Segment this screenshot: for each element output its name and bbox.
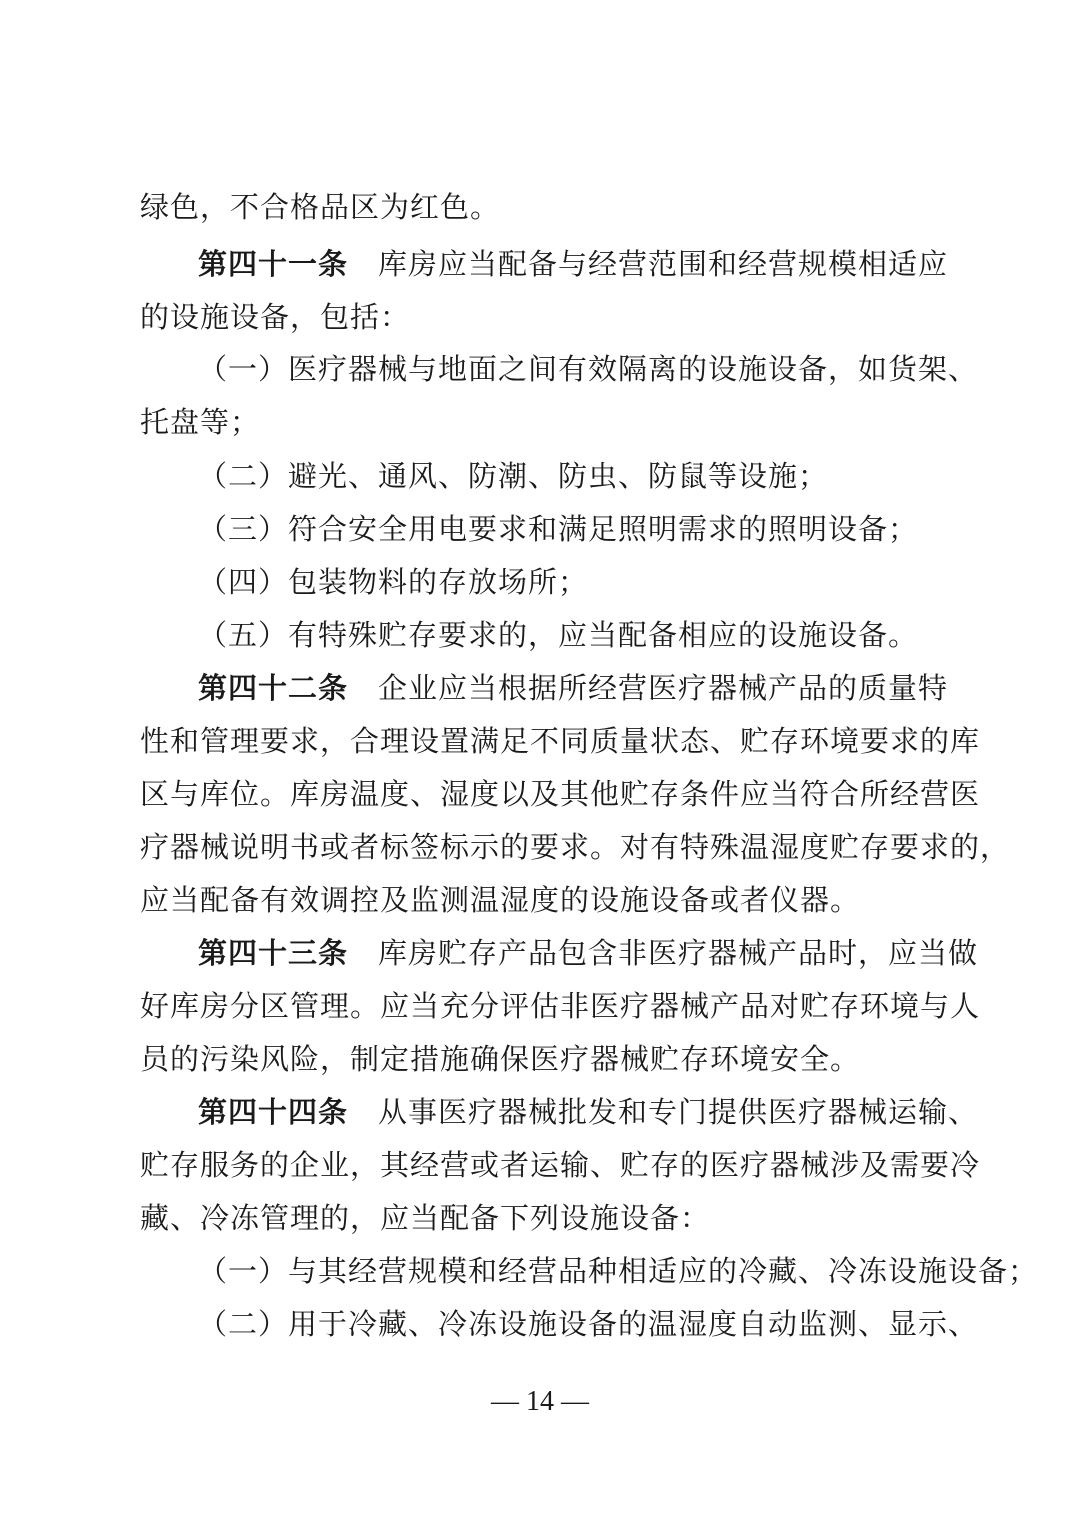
list-item: （五）有特殊贮存要求的，应当配备相应的设施设备。 <box>198 618 919 652</box>
list-item: （四）包装物料的存放场所； <box>198 565 589 599</box>
list-item: （二）用于冷藏、冷冻设施设备的温湿度自动监测、显示、 <box>198 1307 979 1341</box>
article-42-line <box>198 668 949 708</box>
list-item: （二）避光、通风、防潮、防虫、防鼠等设施； <box>198 459 829 493</box>
article-41-line <box>198 244 949 284</box>
article-44-title: 第四十四条 <box>198 1095 349 1129</box>
text-line: 区与库位。库房温度、湿度以及其他贮存条件应当符合所经营医 <box>140 777 981 811</box>
article-44-text: 从事医疗器械批发和专门提供医疗器械运输、 <box>378 1095 979 1129</box>
text-line: 疗器械说明书或者标签标示的要求。对有特殊温湿度贮存要求的， <box>140 830 1011 864</box>
article-43-text: 库房贮存产品包含非医疗器械产品时，应当做 <box>378 936 979 970</box>
text-line: 应当配备有效调控及监测温湿度的设施设备或者仪器。 <box>140 883 861 917</box>
article-42-title: 第四十二条 <box>198 671 349 705</box>
text-line: 贮存服务的企业，其经营或者运输、贮存的医疗器械涉及需要冷 <box>140 1148 981 1182</box>
text-line: 好库房分区管理。应当充分评估非医疗器械产品对贮存环境与人 <box>140 989 981 1023</box>
article-42-text: 企业应当根据所经营医疗器械产品的质量特 <box>378 671 949 705</box>
article-44-line <box>198 1092 979 1132</box>
text-line: 的设施设备，包括： <box>140 300 411 334</box>
list-item: （三）符合安全用电要求和满足照明需求的照明设备； <box>198 512 919 546</box>
article-41-text: 库房应当配备与经营范围和经营规模相适应 <box>378 247 949 281</box>
page-number: — 14 — <box>491 1386 589 1417</box>
text-line: 绿色，不合格品区为红色。 <box>140 190 501 224</box>
text-line: 员的污染风险，制定措施确保医疗器械贮存环境安全。 <box>140 1042 861 1076</box>
text-line: 托盘等； <box>140 405 261 439</box>
text-line: 藏、冷冻管理的，应当配备下列设施设备： <box>140 1201 711 1235</box>
text-line: 性和管理要求，合理设置满足不同质量状态、贮存环境要求的库 <box>140 724 981 758</box>
article-43-line <box>198 933 979 973</box>
list-item: （一）与其经营规模和经营品种相适应的冷藏、冷冻设施设备； <box>198 1254 1039 1288</box>
list-item: （一）医疗器械与地面之间有效隔离的设施设备，如货架、 <box>198 352 979 386</box>
article-41-title: 第四十一条 <box>198 247 349 281</box>
article-43-title: 第四十三条 <box>198 936 349 970</box>
